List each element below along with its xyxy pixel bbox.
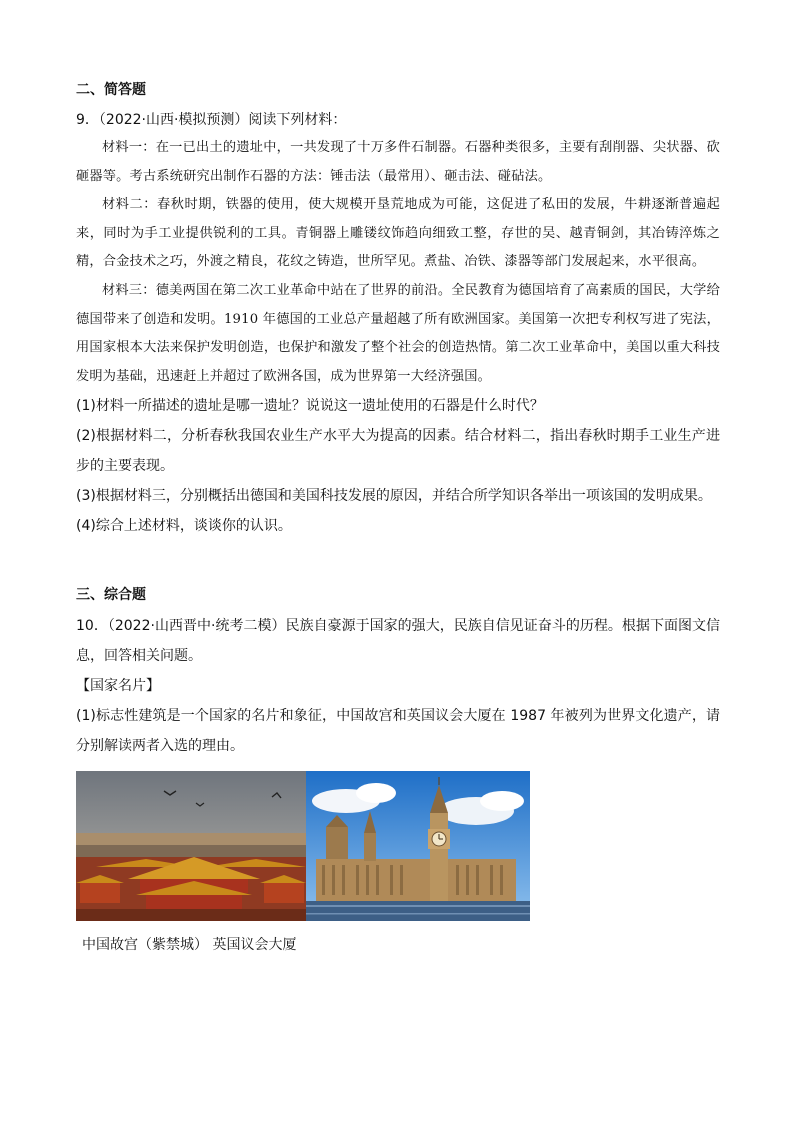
photo-pair (76, 771, 720, 921)
document-page (76, 80, 720, 955)
question-9-materials (76, 134, 720, 391)
question-9-sub-1: (1)材料一所描述的遗址是哪一遗址？说说这一遗址使用的石器是什么时代？ (76, 398, 544, 415)
section-heading-short-answer: 二、简答题 (76, 82, 146, 98)
question-9-sub-2: (2)根据材料二，分析春秋我国农业生产水平大为提高的因素。结合材料二，指出春秋时期手工业生产进步的主要表现。 (76, 428, 720, 475)
question-10-stem: 10．（2022·山西晋中·统考二模）民族自豪源于国家的强大，民族自信见证奋斗的历程。根据下面图文信息，回答相关问题。 (76, 618, 720, 665)
section-heading-comprehensive: 三、综合题 (76, 587, 146, 604)
material-1: 材料一：在一已出土的遗址中，一共发现了十万多件石制器。石器种类很多，主要有刮削器、尖状器、砍砸器等。考古系统研究出制作石器的方法：锤击法（最常用）、砸击法、碰砧法。 (76, 140, 720, 184)
material-3: 材料三：德美两国在第二次工业革命中站在了世界的前沿。全民教育为德国培育了高素质的国民，大学给德国带来了创造和发明。1910 年德国的工业总产量超越了所有欧洲国家。美国第一次把专利权写进了宪法，用国家根本大法来保护发明创造，也保护和激发了整个社会的创造热情。第二次工业革命中，美国以重大科技发明为基础，迅速赶上并超过了欧洲各国，成为世界第一大经济强国。 (76, 282, 720, 384)
question-9-stem: 9．（2022·山西·模拟预测）阅读下列材料： (76, 112, 347, 128)
question-10-sub-1: (1)标志性建筑是一个国家的名片和象征，中国故宫和英国议会大厦在 1987 年被列为世界文化遗产，请分别解读两者入选的理由。 (76, 708, 720, 755)
question-9-sub-4: (4)综合上述材料，谈谈你的认识。 (76, 518, 292, 535)
national-card-title: 【国家名片】 (76, 678, 160, 695)
photo-caption: 中国故宫（紫禁城） 英国议会大厦 (82, 937, 297, 954)
question-9-sub-3: (3)根据材料三，分别概括出德国和美国科技发展的原因，并结合所学知识各举出一项该国的发明成果。 (76, 488, 712, 505)
houses-of-parliament-photo (306, 771, 530, 921)
material-2: 材料二：春秋时期，铁器的使用，使大规模开垦荒地成为可能，这促进了私田的发展，牛耕逐渐普遍起来，同时为手工业提供锐利的工具。青铜器上雕镂纹饰趋向细致工整，存世的吴、越青铜剑，其冶铸淬炼之精，合金技术之巧，外渡之精良，花纹之铸造，世所罕见。煮盐、冶铁、漆器等部门发展起来，水平很高。 (76, 197, 720, 270)
forbidden-city-photo (76, 771, 306, 921)
